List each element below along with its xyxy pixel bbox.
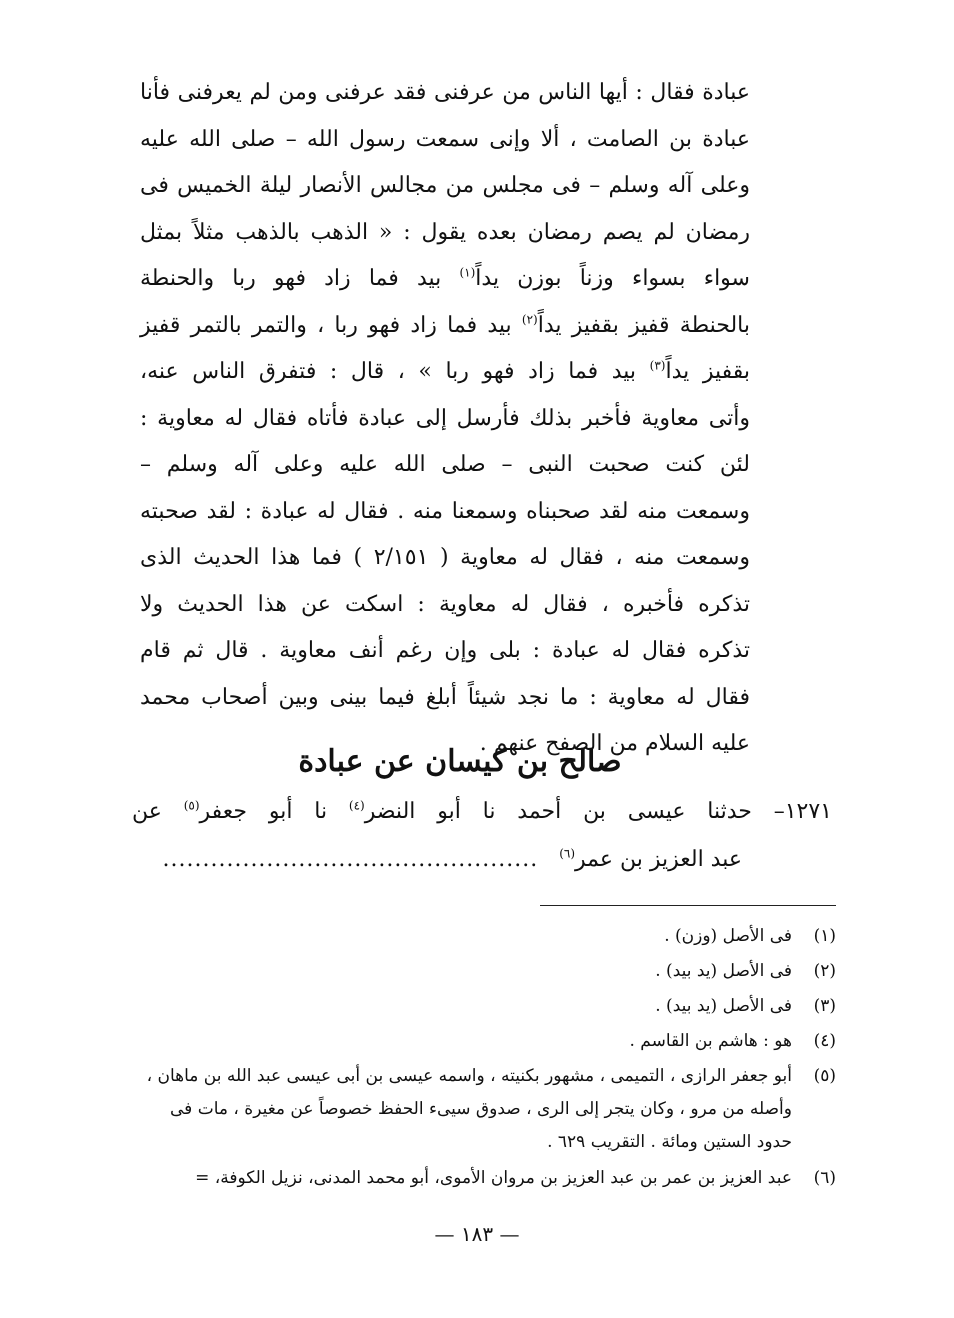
text-line [140,256,750,303]
section-heading: صالح بن كيسان عن عبادة [298,744,622,779]
text-line: وعلى آله وسلم – فى مجلس من مجالس الأنصار ليلة الخميس فى [140,173,750,198]
footnote-number: (٦) [813,1168,836,1188]
text-line: عليه السلام من الصفح عنهم . [479,731,750,756]
text-segment: نا أبو جعفر [199,799,349,824]
text-line [140,349,750,396]
text-line [140,303,750,350]
footnote-number: (١) [813,926,836,946]
footnote-ref[interactable]: (٣) [649,358,666,373]
text-segment: سواء بسواء وزناً بوزن يداً [475,266,750,291]
hadith-entry [132,788,832,884]
hadith-line [132,836,832,884]
footnote-ref[interactable]: (٢) [521,312,538,327]
footnote-divider [540,905,836,906]
text-line: عبادة بن الصامت ، ألا وإنى سمعت رسول الله – صلى الله عليه [140,126,750,152]
footnotes [136,920,836,1197]
text-segment: عبد العزيز بن عمر [575,847,742,872]
footnote-text: فى الأصل (يد بيد) . [655,961,792,981]
footnote-ref[interactable]: (٤) [348,798,365,813]
text-line: تذكره فقال له عبادة : بلى وإن رغم أنف معاوية . قال ثم قام [140,638,750,663]
text-line: وسمعت منه لقد صحبناه وسمعنا منه . فقال له عبادة : لقد صحبته [140,498,750,524]
footnote [136,955,836,987]
page-number: — ١٨٣ — [434,1222,520,1246]
footnote-text: هو : هاشم بن القاسم . [629,1031,792,1051]
footnote-ref[interactable]: (١) [459,265,476,280]
text-line: وسمعت منه ، فقال له معاوية ( ٢/١٥١ ) فما هذا الحديث الذى [140,545,751,570]
footnote-number: (٣) [813,996,836,1016]
text-line: تذكره فأخبره ، فقال له معاوية : اسكت عن هذا الحديث ولا [140,591,750,617]
footnote-ref[interactable]: (٦) [559,846,576,861]
footnote-text: فى الأصل (يد بيد) . [655,996,792,1016]
main-text [140,70,750,768]
footnote-text: عبد العزيز بن عمر بن عبد العزيز بن مروان الأموى، أبو محمد المدنى، نزيل الكوفة، = [195,1168,792,1188]
footnote [136,1025,836,1057]
ellipsis-dots: ............................................... [162,847,539,872]
footnote [136,1060,836,1159]
footnote-number: (٢) [813,961,836,981]
text-line: وأتى معاوية فأخبر بذلك فأرسل إلى عبادة فأتاه فقال له معاوية : [140,405,750,431]
text-line: فقال له معاوية : ما نجد شيئاً أبلغ فيما بينى وبين أصحاب محمد [140,684,750,710]
footnote [136,990,836,1022]
text-segment: بيد فما زاد فهو ربا ، والتمر بالتمر قفيز [140,312,522,338]
hadith-line [132,788,832,836]
text-line: رمضان لم يصم رمضان بعده يقول : « الذهب بالذهب مثلاً بمثل [140,219,750,245]
footnote-text: فى الأصل (وزن) . [664,926,792,946]
text-segment: عن [132,799,184,824]
footnote-ref[interactable]: (٥) [183,798,200,813]
footnote [136,1162,836,1194]
text-line: لئن كنت صحبت النبى – صلى الله عليه وعلى آله وسلم – [140,452,750,477]
text-segment: بيد فما زاد فهو ربا » ، قال : فتفرق الناس عنه، [140,359,650,384]
text-segment: بالحنطة قفيز بقفيز يداً [537,312,750,338]
footnote [136,920,836,952]
text-line: عبادة فقال : أيها الناس من عرفنى فقد عرفنى ومن لم يعرفنى فأنا [140,80,750,105]
text-segment: بقفيز يداً [665,359,750,384]
footnote-text: أبو جعفر الرازى ، التميمى ، مشهور بكنيته ، واسمه عيسى بن أبى عيسى عبد الله بن ماهان ، وأصله من مرو ، وكان يتجر إلى الرى ، صدوق سيىء الحفظ خصوصاً عن مغيرة ، مات فى حدود الستين ومائة . التقريب ٦٢٩ . [146,1066,792,1152]
footnote-number: (٤) [813,1031,836,1051]
hadith-number: ١٢٧١ [784,799,832,824]
text-segment: بيد فما زاد فهو ربا والحنطة [140,266,460,291]
footnote-number: (٥) [813,1066,836,1086]
text-segment: – حدثنا عيسى بن أحمد نا أبو النضر [364,799,785,824]
